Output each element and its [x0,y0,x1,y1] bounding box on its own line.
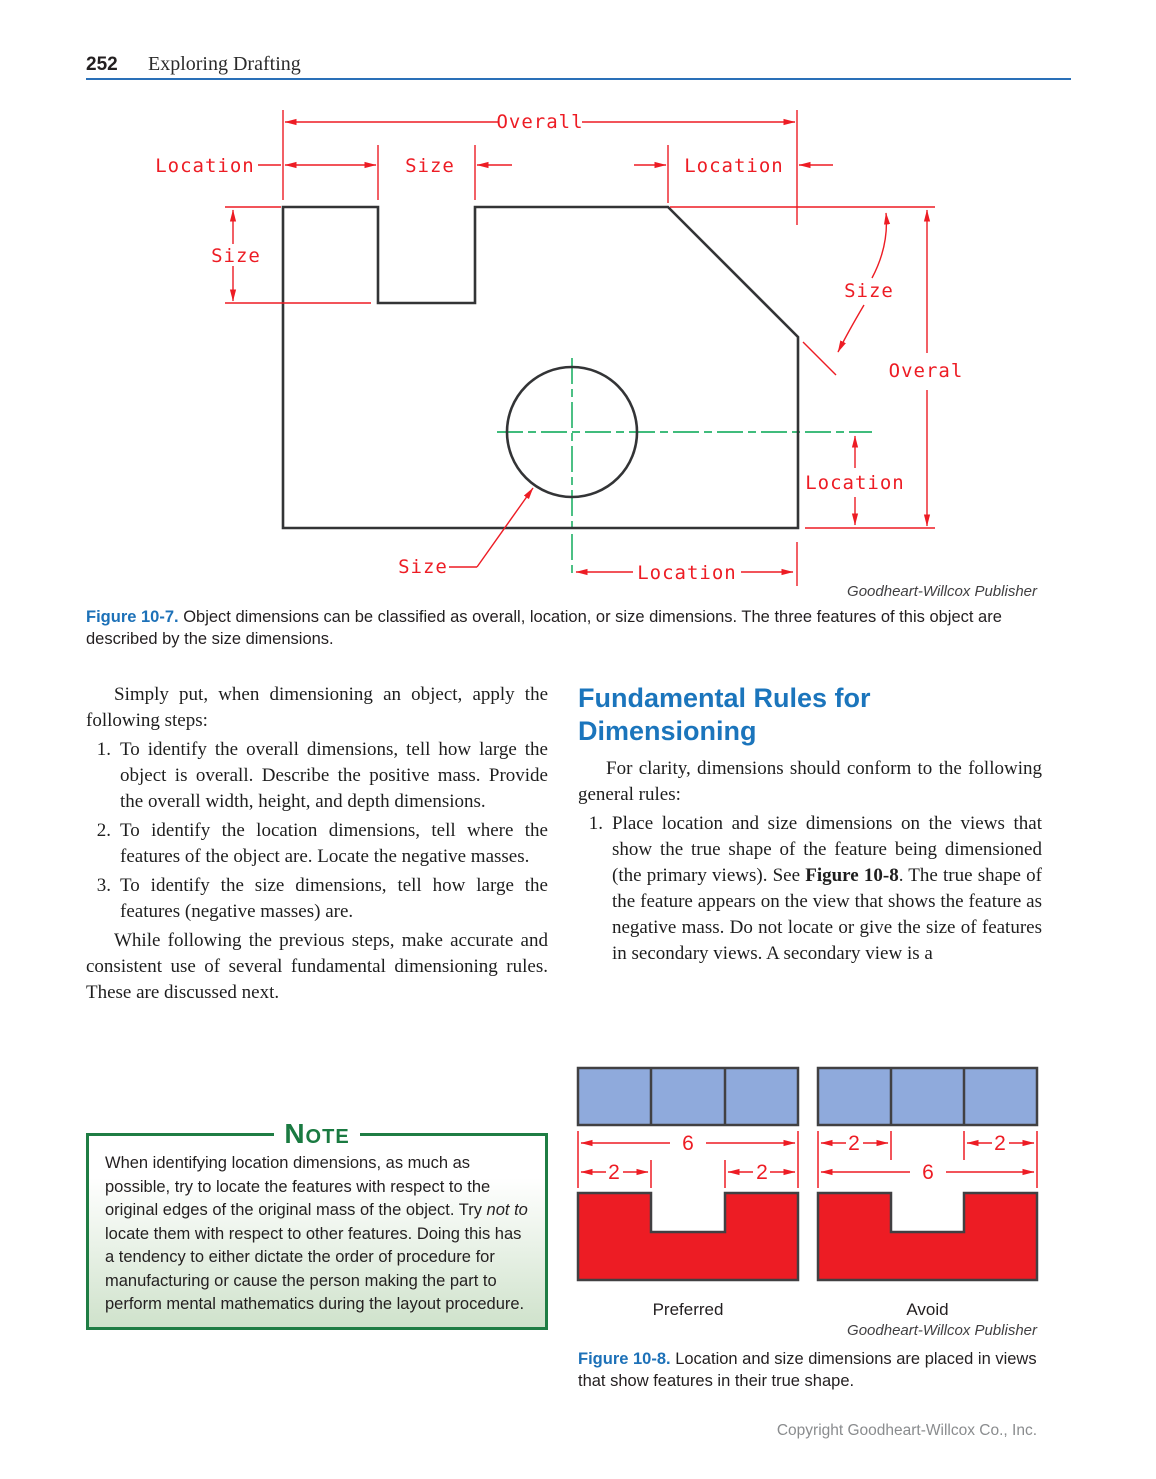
list-item [578,811,1042,967]
figure-10-8-caption-text: Location and size dimensions are placed in views that show features in their true shape. [578,1350,1037,1390]
figure-10-8-caption [578,1348,1044,1392]
list-text-segment: . The true shape of the feature appears on the view that shows the feature as negative mass. Do not locate or give the size of features in secondary views. A secondary view is a [612,865,1042,964]
left-column [86,682,548,1008]
right-column [578,682,1042,970]
list-text [612,811,1042,967]
hole-centerlines [497,358,872,578]
section-heading: Fundamental Rules for Dimensioning [578,683,871,746]
dimension-value: 2 [756,1161,768,1184]
overall-dimension-label: Overall [496,111,584,133]
location-dimension-label: Location [155,155,255,177]
list-number: 2. [96,820,111,841]
note-title-rule [222,1133,274,1136]
object-outline [283,207,798,528]
figure-10-7-drawing [0,95,1156,610]
figure-10-7-caption [86,606,1042,650]
book-title: Exploring Drafting [148,53,301,75]
front-view-preferred [578,1193,798,1280]
dimension-value: 2 [608,1161,620,1184]
overal-dimension-label: Overal [888,360,964,382]
figure-10-8-credit: Goodheart-Willcox Publisher [847,1322,1037,1339]
top-view-preferred [578,1068,798,1125]
size-dimension-label: Size [398,556,448,578]
note-title-rule [360,1133,412,1136]
avoid-diagram [818,1068,1037,1280]
note-title [89,1119,545,1149]
paragraph: Simply put, when dimensioning an object, apply the following steps: [86,684,548,731]
size-dimension-label: Size [211,245,261,267]
list-item [86,818,548,870]
list-text: To identify the size dimensions, tell how large the features (negative masses) are. [120,875,548,922]
figure-10-7-credit: Goodheart-Willcox Publisher [847,583,1037,600]
note-text-italic: not to [486,1201,528,1219]
note-text [105,1152,529,1317]
paragraph: While following the previous steps, make accurate and consistent use of several fundamental dimensioning rules. These are discussed next. [86,930,548,1003]
note-title-text: Note [274,1119,359,1149]
top-view-avoid [818,1068,1037,1125]
dimension-value: 6 [922,1161,934,1184]
paragraph: For clarity, dimensions should conform to the following general rules: [578,758,1042,805]
preferred-label: Preferred [652,1300,724,1319]
figure-10-7-caption-lead: Figure 10-7. [86,608,179,626]
note-text-segment: When identifying location dimensions, as much as possible, try to locate the features with respect to the original edges of the original mass of the object. Try [105,1154,491,1219]
figure-10-8-caption-lead: Figure 10-8. [578,1350,671,1368]
dimension-value: 2 [994,1132,1006,1155]
preferred-diagram [578,1068,798,1280]
list-item [86,873,548,925]
page-number: 252 [86,54,118,75]
note-text-segment: locate them with respect to other features. Doing this has a tendency to either dictate the order of procedure for manufacturing or cause the person making the part to perform mental mathematics during the layout procedure. [105,1224,525,1313]
list-text: To identify the overall dimensions, tell how large the object is overall. Describe the positive mass. Provide the overall width, height, and depth dimensions. [120,739,548,812]
figure-10-7-caption-text: Object dimensions can be classified as overall, location, or size dimensions. The three features of this object are described by the size dimensions. [86,608,1002,648]
list-number: 1. [96,739,111,760]
size-dimension-label: Size [844,280,894,302]
dimension-value: 6 [682,1132,694,1155]
list-text-segment: Place location and size dimensions on the views that show the true shape of the feature being dimensioned (the primary views). See [612,813,1042,886]
size-dimension-label: Size [405,155,455,177]
list-number: 3. [96,875,111,896]
copyright-footer: Copyright Goodheart-Willcox Co., Inc. [776,1422,1037,1439]
note-box [86,1118,548,1330]
figure-10-8-drawing [560,1058,1056,1290]
location-dimension-label: Location [637,562,737,584]
chamfer-extension [803,342,836,375]
front-view-avoid [818,1193,1037,1280]
dimension-value: 2 [848,1132,860,1155]
location-dimension-label: Location [805,472,905,494]
figure-reference: Figure 10-8 [805,865,899,886]
list-item [86,737,548,815]
list-number: 1. [588,813,603,834]
dimension-lines [225,110,935,586]
avoid-label: Avoid [906,1300,949,1319]
header-rule [86,78,1071,80]
location-dimension-label: Location [684,155,784,177]
list-text: To identify the location dimensions, tell where the features of the object are. Locate the negative masses. [120,820,548,867]
